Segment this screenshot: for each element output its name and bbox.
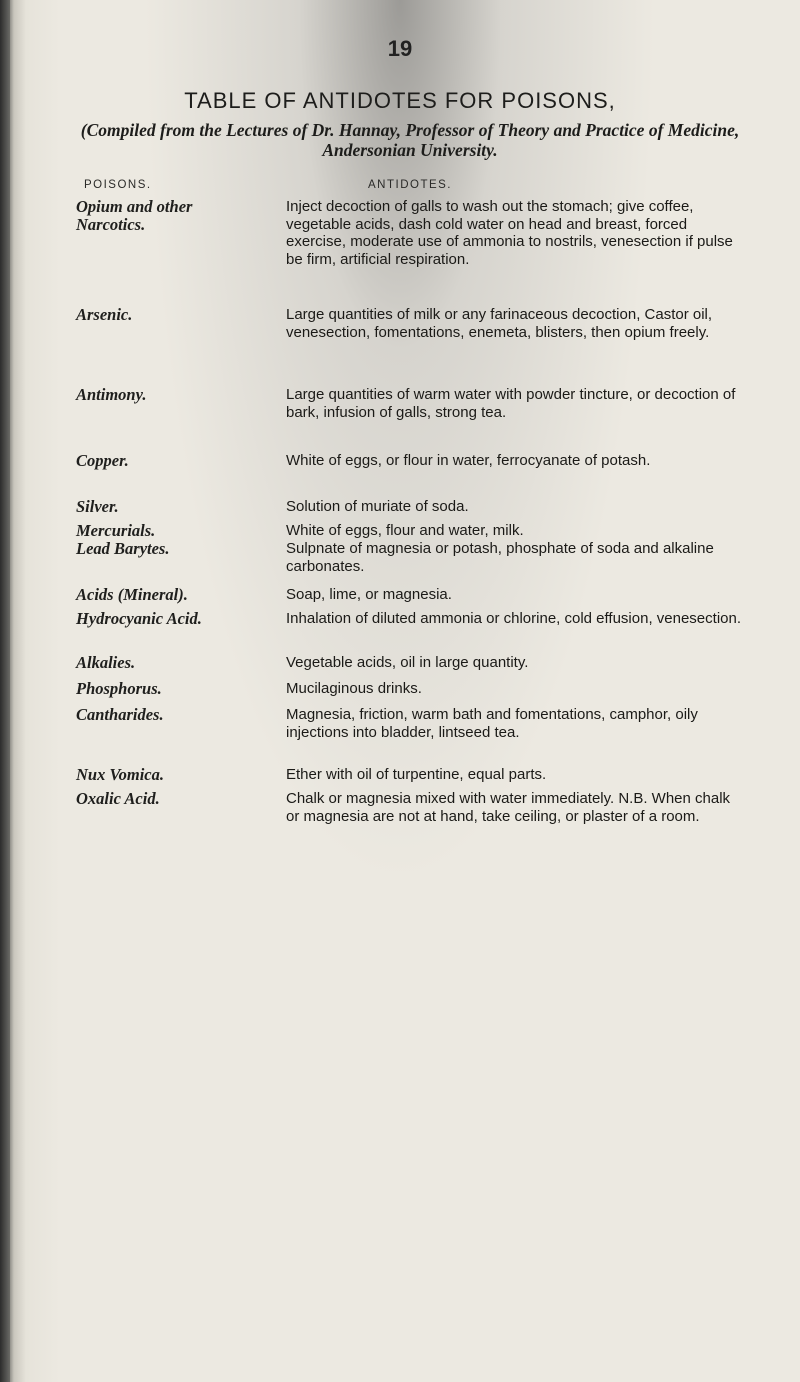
page-subtitle: (Compiled from the Lectures of Dr. Hannay, Professor of Theory and Practice of Medicine, Andersonian University.: [80, 120, 740, 160]
poison-name: Cantharides.: [76, 705, 164, 724]
poison-name: Lead Barytes.: [76, 539, 170, 558]
antidote-text: Ether with oil of turpentine, equal parts.: [286, 766, 547, 783]
antidote-text: Large quantities of milk or any farinaceous decoction, Castor oil, venesection, fomentations, enemeta, blisters, then opium freely.: [286, 306, 713, 341]
poison-name: Silver.: [76, 497, 119, 516]
poison-name: Copper.: [76, 451, 129, 470]
poison-name: Hydrocyanic Acid.: [76, 609, 202, 628]
antidote-text: Solution of muriate of soda.: [286, 498, 469, 515]
poison-name: Oxalic Acid.: [76, 789, 160, 808]
poison-name: Acids (Mineral).: [76, 585, 188, 604]
poison-name: Antimony.: [76, 385, 147, 404]
antidote-text: Inhalation of diluted ammonia or chlorine, cold effusion, venesection.: [286, 610, 742, 627]
book-spine-shadow: [0, 0, 10, 1382]
poison-name: Alkalies.: [76, 653, 136, 672]
antidote-text: Inject decoction of galls to wash out the stomach; give coffee, vegetable acids, dash cold water on head and breast, forced exercise, moderate use of ammonia to nostrils, venesection if pulse be firm, artificial respiration.: [286, 198, 733, 268]
antidote-text: Soap, lime, or magnesia.: [286, 586, 452, 603]
poison-name: Arsenic.: [76, 305, 133, 324]
antidote-text: Vegetable acids, oil in large quantity.: [286, 654, 529, 671]
page-number: 19: [387, 36, 413, 61]
page-title: TABLE OF ANTIDOTES FOR POISONS,: [184, 88, 616, 113]
antidote-text: White of eggs, flour and water, milk.: [286, 522, 524, 539]
antidote-text: Magnesia, friction, warm bath and fomentations, camphor, oily injections into bladder, lintseed tea.: [286, 706, 698, 741]
column-header-antidotes: ANTIDOTES.: [368, 179, 453, 191]
poison-name: Opium and other Narcotics.: [76, 197, 193, 234]
antidote-text: Large quantities of warm water with powder tincture, or decoction of bark, infusion of galls, strong tea.: [286, 386, 736, 421]
poison-name: Mercurials.: [76, 521, 156, 540]
antidote-text: Sulpnate of magnesia or potash, phosphate of soda and alkaline carbonates.: [286, 540, 714, 575]
antidote-text: Mucilaginous drinks.: [286, 680, 422, 697]
poison-name: Phosphorus.: [76, 679, 162, 698]
antidote-text: White of eggs, or flour in water, ferrocyanate of potash.: [286, 452, 651, 469]
column-header-poisons: POISONS.: [84, 179, 152, 191]
poison-name: Nux Vomica.: [76, 765, 165, 784]
antidote-text: Chalk or magnesia mixed with water immediately. N.B. When chalk or magnesia are not at hand, take ceiling, or plaster of a room.: [286, 790, 731, 825]
